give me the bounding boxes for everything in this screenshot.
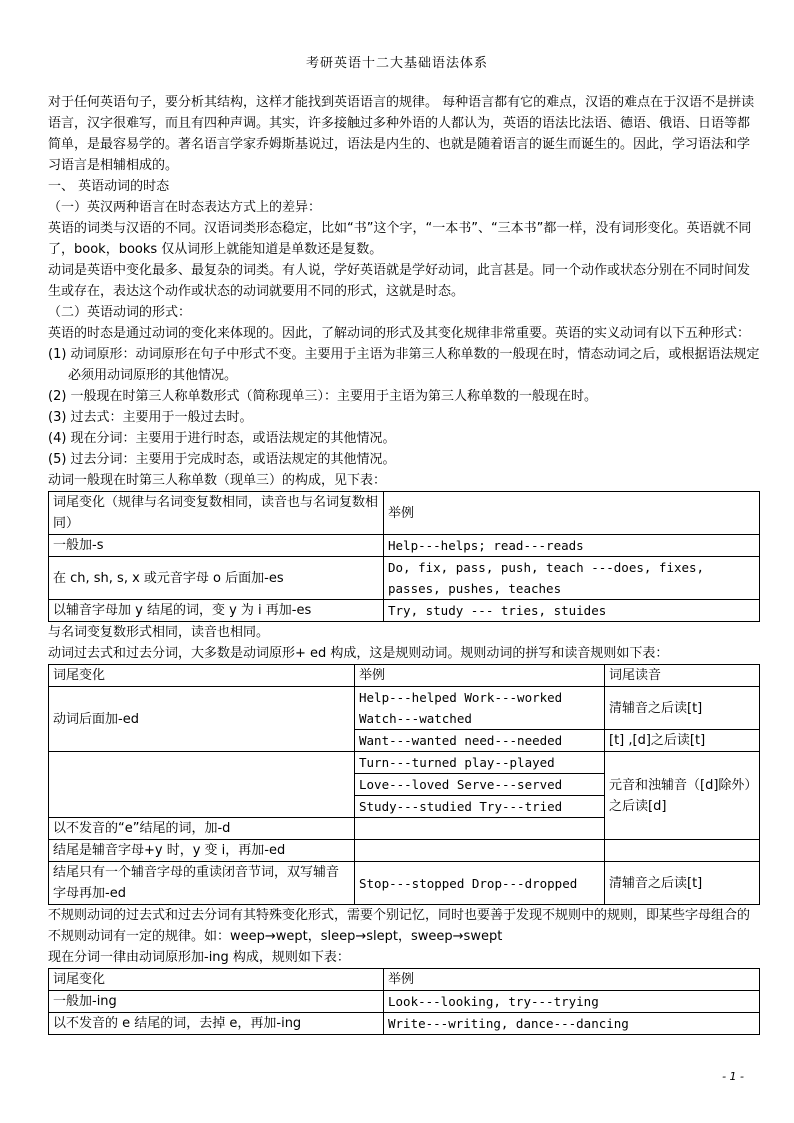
paragraph: 不规则动词的过去式和过去分词有其特殊变化形式，需要个别记忆，同时也要善于发现不规则中的规则，即某些字母组合的不规则动词有一定的规律。如：weep→wept，sleep→slept，sweep→swept <box>48 908 751 944</box>
table-cell: Turn---turned play--played <box>355 752 605 774</box>
table-cell: 清辅音之后读[t] <box>605 862 760 905</box>
list-item: (5) 过去分词：主要用于完成时态，或语法规定的其他情况。 <box>48 452 396 467</box>
table-header-cell: 举例 <box>384 492 760 535</box>
list-item: (4) 现在分词：主要用于进行时态，或语法规定的其他情况。 <box>48 431 396 446</box>
table-cell: [t] ,[d]之后读[t] <box>605 730 760 752</box>
paragraph: 英语的时态是通过动词的变化来体现的。因此，了解动词的形式及其变化规律非常重要。英语的实义动词有以下五种形式： <box>48 326 751 341</box>
table-cell: Love---loved Serve---served <box>355 774 605 796</box>
third-person-singular-table <box>48 491 760 622</box>
table-cell: 动词后面加-ed <box>49 687 355 752</box>
table-cell: 在 ch, sh, s, x 或元音字母 o 后面加-es <box>49 557 384 600</box>
table-cell: 以不发音的“e”结尾的词，加-d <box>49 818 355 840</box>
table-cell: Look---looking, try---trying <box>384 991 760 1013</box>
table-cell <box>605 840 760 862</box>
table-cell: 一般加-s <box>49 535 384 557</box>
table-row <box>49 687 760 730</box>
table-header-row <box>49 665 760 687</box>
table-header-cell: 举例 <box>355 665 605 687</box>
table-row <box>49 752 760 774</box>
table-cell: 以不发音的 e 结尾的词，去掉 e，再加-ing <box>49 1013 384 1035</box>
table-cell: 元音和浊辅音（[d]除外）之后读[d] <box>605 752 760 840</box>
list-item: (2) 一般现在时第三人称单数形式（简称现单三）：主要用于主语为第三人称单数的一般现在时。 <box>48 389 598 404</box>
table-cell <box>49 752 355 818</box>
paragraph: 与名词变复数形式相同，读音也相同。 <box>48 625 270 640</box>
present-participle-table <box>48 968 760 1035</box>
paragraph: 动词过去式和过去分词，大多数是动词原形+ ed 构成，这是规则动词。规则动词的拼写和读音规则如下表： <box>48 646 669 661</box>
table-row <box>49 600 760 622</box>
table-cell <box>355 818 605 840</box>
page-title: 考研英语十二大基础语法体系 <box>305 56 488 71</box>
table-cell: Stop---stopped Drop---dropped <box>355 862 605 905</box>
table-cell: 结尾是辅音字母+y 时，y 变 i，再加-ed <box>49 840 355 862</box>
paragraph: 英语的词类与汉语的不同。汉语词类形态稳定，比如“书”这个字，“一本书”、“三本书”都一样，没有词形变化。英语就不同了，book，books 仅从词形上就能知道是单数还是复数。 <box>48 221 752 257</box>
subsection-heading: （一）英汉两种语言在时态表达方式上的差异： <box>48 200 322 215</box>
table-header-cell: 词尾变化 <box>49 969 384 991</box>
document-body <box>48 92 760 1035</box>
page-number: - 1 - <box>722 1070 744 1083</box>
list-item: (1) 动词原形：动词原形在句子中形式不变。主要用于主语为非第三人称单数的一般现在时，情态动词之后，或根据语法规定必须用动词原形的其他情况。 <box>48 347 760 383</box>
table-cell: Write---writing, dance---dancing <box>384 1013 760 1035</box>
table-cell: 以辅音字母加 y 结尾的词，变 y 为 i 再加-es <box>49 600 384 622</box>
section-heading: 一、 英语动词的时态 <box>48 179 170 194</box>
table-row <box>49 840 760 862</box>
table-cell: 结尾只有一个辅音字母的重读闭音节词，双写辅音字母再加-ed <box>49 862 355 905</box>
table-header-cell: 词尾变化 <box>49 665 355 687</box>
table-row <box>49 1013 760 1035</box>
table-cell: 一般加-ing <box>49 991 384 1013</box>
intro-paragraph: 对于任何英语句子，要分析其结构，这样才能找到英语语言的规律。 每种语言都有它的难点，汉语的难点在于汉语不是拼读语言，汉字很难写，而且有四种声调。其实，许多接触过多种外语的人都认为，英语的语法比法语、德语、俄语、日语等都简单，是最容易学的。著名语言学家乔姆斯基说过，语法是内生的、也就是随着语言的诞生而诞生的。因此，学习语法和学习语言是相辅相成的。 <box>48 95 755 173</box>
list-item: (3) 过去式：主要用于一般过去时。 <box>48 410 253 425</box>
paragraph: 现在分词一律由动词原形加-ing 构成，规则如下表： <box>48 950 350 965</box>
subsection-heading: （二）英语动词的形式： <box>48 305 192 320</box>
table-cell: Help---helps; read---reads <box>384 535 760 557</box>
table-header-cell: 词尾变化（规律与名词变复数相同，读音也与名词复数相同） <box>49 492 384 535</box>
table-cell: Do, fix, pass, push, teach ---does, fixes, passes, pushes, teaches <box>384 557 760 600</box>
table-cell: 清辅音之后读[t] <box>605 687 760 730</box>
table-cell: Help---helped Work---worked Watch---watched <box>355 687 605 730</box>
table-cell: Try, study --- tries, stuides <box>384 600 760 622</box>
table-header-cell: 举例 <box>384 969 760 991</box>
paragraph: 动词是英语中变化最多、最复杂的词类。有人说，学好英语就是学好动词，此言甚是。同一个动作或状态分别在不同时间发生或存在，表达这个动作或状态的动词就要用不同的形式，这就是时态。 <box>48 263 751 299</box>
table-cell: Study---studied Try---tried <box>355 796 605 818</box>
table-header-row <box>49 492 760 535</box>
table-cell: Want---wanted need---needed <box>355 730 605 752</box>
table-row <box>49 862 760 905</box>
table-row <box>49 535 760 557</box>
table-header-row <box>49 969 760 991</box>
table-header-cell: 词尾读音 <box>605 665 760 687</box>
past-tense-table <box>48 664 760 905</box>
table-cell <box>355 840 605 862</box>
table-row <box>49 991 760 1013</box>
table-row <box>49 557 760 600</box>
paragraph: 动词一般现在时第三人称单数（现单三）的构成，见下表： <box>48 473 387 488</box>
